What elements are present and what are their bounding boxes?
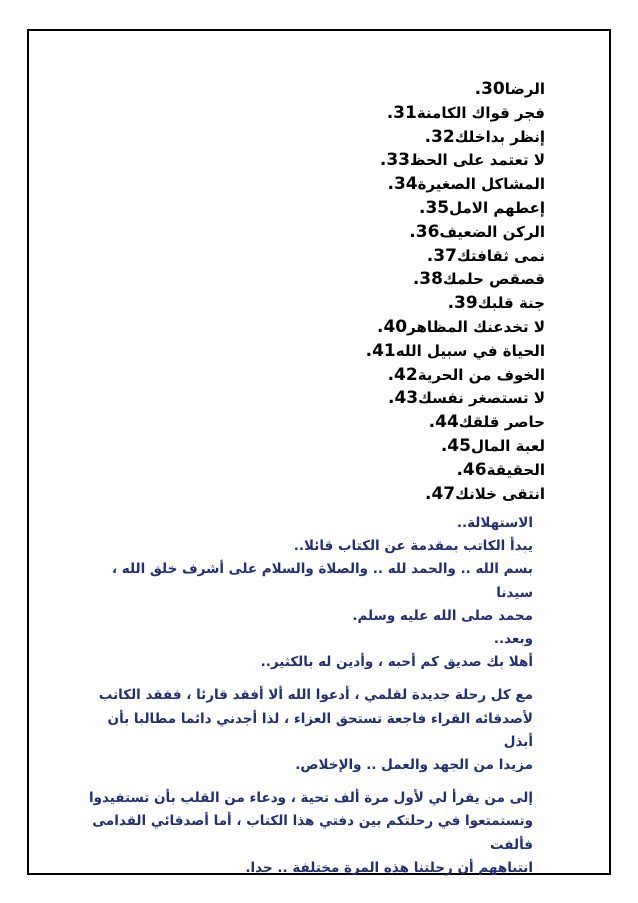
intro-line: وبعد..: [493, 631, 533, 648]
intro-line: أهلا بك صديق كم أحبه ، وأدين له بالكثير..: [260, 654, 533, 671]
toc-item: الركن الضعيف36.: [409, 221, 545, 242]
paragraph-line: مزيدا من الجهد والعمل .. والإخلاص.: [295, 757, 533, 774]
toc-item-number: 31: [393, 102, 417, 123]
toc-item: فجر قواك الكامنة31.: [386, 102, 545, 123]
paragraph-line: إلى من يقرأ لي لأول مرة ألف تحية ، ودعاء من القلب بأن تستفيدوا: [88, 790, 533, 807]
toc-item-title: لعبة المال: [470, 436, 545, 455]
toc-item: لا تعتمد على الحظ33.: [379, 150, 545, 171]
toc-item-title: الرضا: [504, 80, 545, 98]
toc-item: إنظر بداخلك32.: [424, 126, 545, 147]
intro-line: بسم الله .. والحمد لله .. والصلاة والسلام على أشرف خلق الله ، سيدنا: [111, 561, 533, 601]
paragraph-line: مع كل رحلة جديدة لقلمي ، أدعوا الله ألا أفقد قارئا ، ففقد الكاتب: [98, 687, 533, 704]
toc-item: الخوف من الحرية42.: [387, 364, 545, 385]
toc-item-title: الحقيقة: [486, 460, 545, 479]
toc-item-number: 35: [425, 197, 450, 218]
toc-item-number: 37: [433, 245, 457, 266]
toc-item-title: لا تخدعنك المظاهر: [407, 317, 545, 336]
toc-item-title: إنظر بداخلك: [454, 127, 545, 146]
toc-item-title: جنة قلبك: [477, 294, 545, 313]
toc-item: الرضا30.: [474, 79, 545, 99]
toc-item: جنة قلبك39.: [447, 293, 545, 314]
paragraph-line: وتستمتعوا في رحلتكم بين دفتي هذا الكتاب ، أما أصدقائي القدامى فألفت: [92, 813, 533, 853]
toc-item-number: 45: [447, 435, 471, 456]
toc-item-title: فجر قواك الكامنة: [416, 103, 545, 122]
toc-item-title: حاصر قلقك: [458, 413, 545, 432]
toc-item-title: لا تعتمد على الحظ: [410, 151, 545, 170]
toc-item-title: إعطهم الامل: [449, 198, 545, 217]
toc-item-title: لا تستصغر نفسك: [418, 389, 545, 408]
toc-item: لا تخدعنك المظاهر40.: [376, 316, 545, 337]
toc-item: إعطهم الامل35.: [418, 197, 545, 218]
intro-line: يبدأ الكاتب بمقدمة عن الكتاب قائلا..: [293, 538, 533, 555]
toc-item-title: نمى ثقافتك: [456, 246, 545, 265]
toc-item: نمى ثقافتك37.: [426, 245, 545, 266]
toc-item-title: انتقى خلانك: [455, 484, 545, 503]
toc-item: لا تستصغر نفسك43.: [387, 388, 545, 409]
toc-item-number: 30: [481, 79, 505, 99]
toc-item: الحقيقة46.: [456, 459, 545, 480]
toc-item-number: 41: [372, 340, 396, 361]
toc-item: المشاكل الصغيرة34.: [387, 174, 545, 195]
toc-item-number: 34: [393, 174, 418, 195]
toc-item: انتقى خلانك47.: [424, 483, 545, 504]
toc-item-title: الركن الضعيف: [439, 222, 545, 241]
intro-heading: الاستهلالة..: [456, 515, 533, 531]
toc-item-title: قصقص حلمك: [442, 270, 545, 289]
toc-item-number: 38: [419, 269, 443, 290]
toc-item-number: 43: [394, 388, 419, 409]
toc-item-title: الحياة في سبيل الله: [395, 341, 545, 360]
toc-item: الحياة في سبيل الله41.: [365, 340, 545, 361]
toc-item-number: 32: [431, 126, 455, 147]
toc-item-title: المشاكل الصغيرة: [417, 175, 545, 194]
toc-item-number: 33: [386, 150, 411, 171]
toc-item-number: 42: [394, 364, 418, 385]
toc-item: قصقص حلمك38.: [412, 269, 545, 290]
intro-section: [78, 512, 533, 880]
toc-item-title: الخوف من الحرية: [417, 365, 545, 384]
intro-line: محمد صلى الله عليه وسلم.: [352, 607, 533, 624]
toc-item-number: 36: [415, 221, 440, 242]
toc-item-number: 44: [435, 412, 459, 433]
table-of-contents: [125, 77, 545, 505]
toc-item: حاصر قلقك44.: [428, 412, 545, 433]
toc-item-number: 46: [462, 459, 487, 480]
toc-item-number: 39: [454, 293, 478, 314]
paragraph-line: لأصدقائه القراء فاجعة تستحق العزاء ، لذا أجدني دائما مطالبا بأن أبذل: [107, 710, 533, 750]
toc-item: لعبة المال45.: [440, 435, 545, 456]
paragraph-line: انتباههم أن رحلتنا هذه المرة مختلفة .. جدا.: [245, 859, 533, 876]
toc-item-number: 47: [431, 483, 456, 504]
toc-item-number: 40: [383, 316, 408, 337]
